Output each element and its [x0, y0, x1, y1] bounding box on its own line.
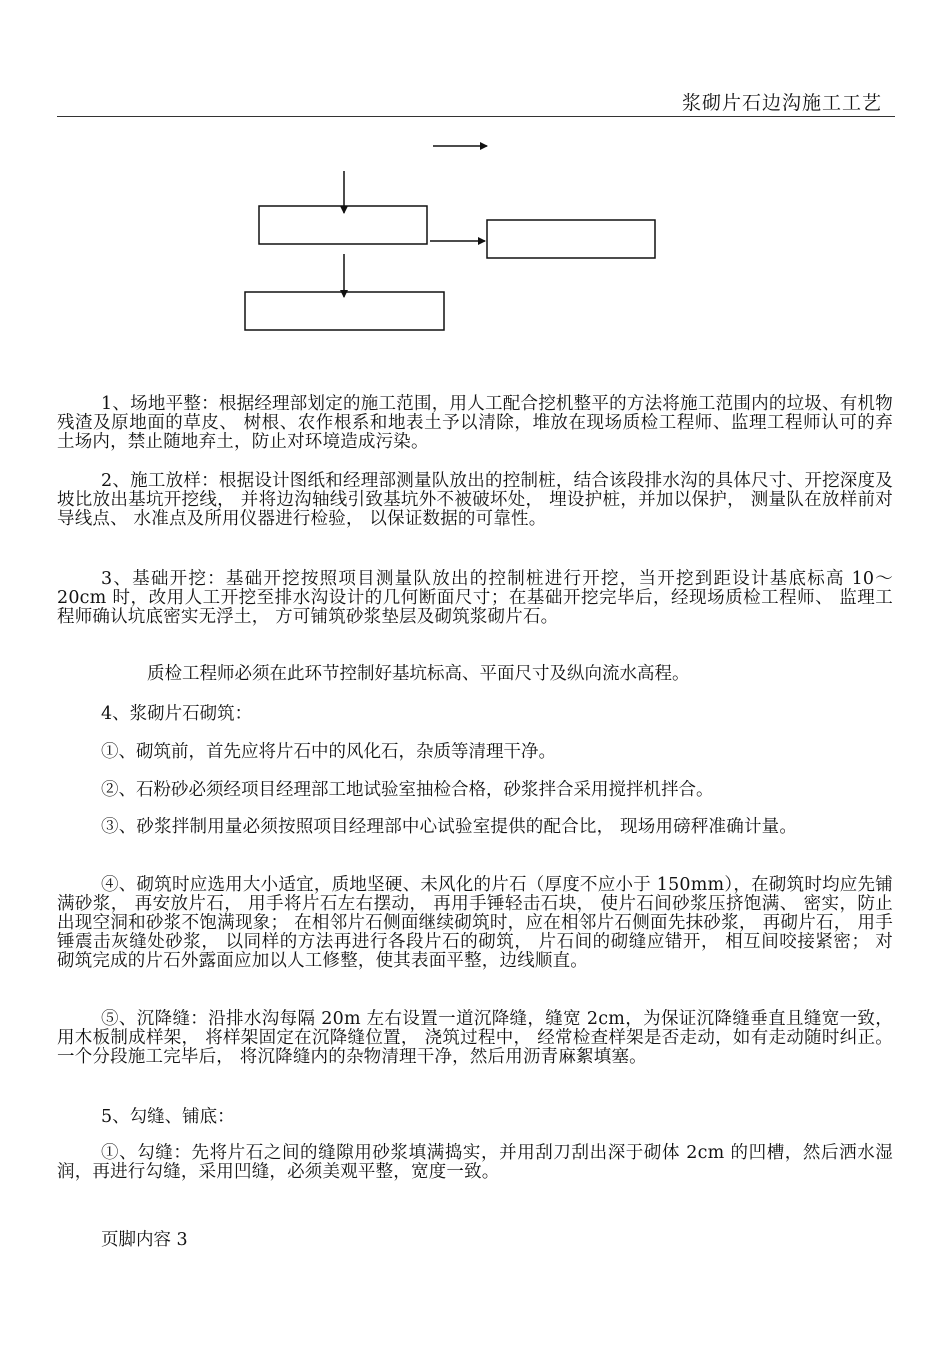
page-footer: 页脚内容 3: [101, 1230, 188, 1250]
heading-pointing: 5、勾缝、铺底：: [101, 1107, 235, 1127]
flow-box-3: [245, 292, 444, 330]
paragraph-masonry-3: ③、砂浆拌制用量必须按照项目经理部中心试验室提供的配合比， 现场用磅秤准确计量。: [101, 817, 798, 837]
paragraph-pointing: ①、勾缝：先将片石之间的缝隙用砂浆填满捣实，并用刮刀刮出深于砌体 2cm 的凹槽，然后洒水湿润，再进行勾缝，采用凹缝，必须美观平整，宽度一致。: [57, 1143, 893, 1182]
flow-box-1: [259, 206, 427, 244]
paragraph-qc-note: 质检工程师必须在此环节控制好基坑标高、平面尺寸及纵向流水高程。: [147, 664, 690, 684]
paragraph-masonry-1: ①、砌筑前，首先应将片石中的风化石，杂质等清理干净。: [101, 742, 556, 762]
flow-box-2: [487, 220, 655, 258]
heading-masonry: 4、浆砌片石砌筑：: [101, 704, 253, 724]
flowchart: [0, 0, 950, 370]
paragraph-masonry-2: ②、石粉砂必须经项目经理部工地试验室抽检合格，砂浆拌合采用搅拌机拌合。: [101, 780, 714, 800]
paragraph-settlement-joint: ⑤、沉降缝：沿排水沟每隔 20m 左右设置一道沉降缝，缝宽 2cm，为保证沉降缝垂直且缝宽一致， 用木板制成样架， 将样架固定在沉降缝位置， 浇筑过程中， 经常检查样架是否走动，如有走动随时纠正。 一个分段施工完毕后， 将沉降缝内的杂物清理干净，然后用沥青麻絮填塞。: [57, 1009, 893, 1067]
paragraph-excavation: 3、基础开挖：基础开挖按照项目测量队放出的控制桩进行开挖，当开挖到距设计基底标高 10～20cm 时，改用人工开挖至排水沟设计的几何断面尺寸；在基础开挖完毕后，经现场质检工程师、 监理工程师确认坑底密实无浮土， 方可铺筑砂浆垫层及砌筑浆砌片石。: [57, 569, 893, 627]
paragraph-masonry-4: ④、砌筑时应选用大小适宜，质地坚硬、未风化的片石（厚度不应小于 150mm），在砌筑时均应先铺满砂浆， 再安放片石， 用手将片石左右摆动， 再用手锤轻击石块， 使片石间砂浆压挤饱满、 密实，防止出现空洞和砂浆不饱满现象； 在相邻片石侧面继续砌筑时，应在相邻片石侧面先抹砂浆， 再砌片石， 用手锤震击灰缝处砂浆， 以同样的方法再进行各段片石的砌筑， 片石间的砌缝应错开， 相互间咬接紧密； 对砌筑完成的片石外露面应加以人工修整，使其表面平整，边线顺直。: [57, 875, 893, 971]
header-title: 浆砌片石边沟施工工艺: [681, 92, 882, 114]
paragraph-setting-out: 2、施工放样：根据设计图纸和经理部测量队放出的控制桩，结合该段排水沟的具体尺寸、开挖深度及坡比放出基坑开挖线， 并将边沟轴线引致基坑外不被破坏处， 埋设护桩，并加以保护， 测量队在放样前对导线点、 水准点及所用仪器进行检验， 以保证数据的可靠性。: [57, 471, 893, 529]
paragraph-site-leveling: 1、场地平整：根据经理部划定的施工范围，用人工配合挖机整平的方法将施工范围内的垃圾、有机物残渣及原地面的草皮、 树根、农作根系和地表土予以清除，堆放在现场质检工程师、监理工程师认可的弃土场内，禁止随地弃土，防止对环境造成污染。: [57, 394, 893, 452]
